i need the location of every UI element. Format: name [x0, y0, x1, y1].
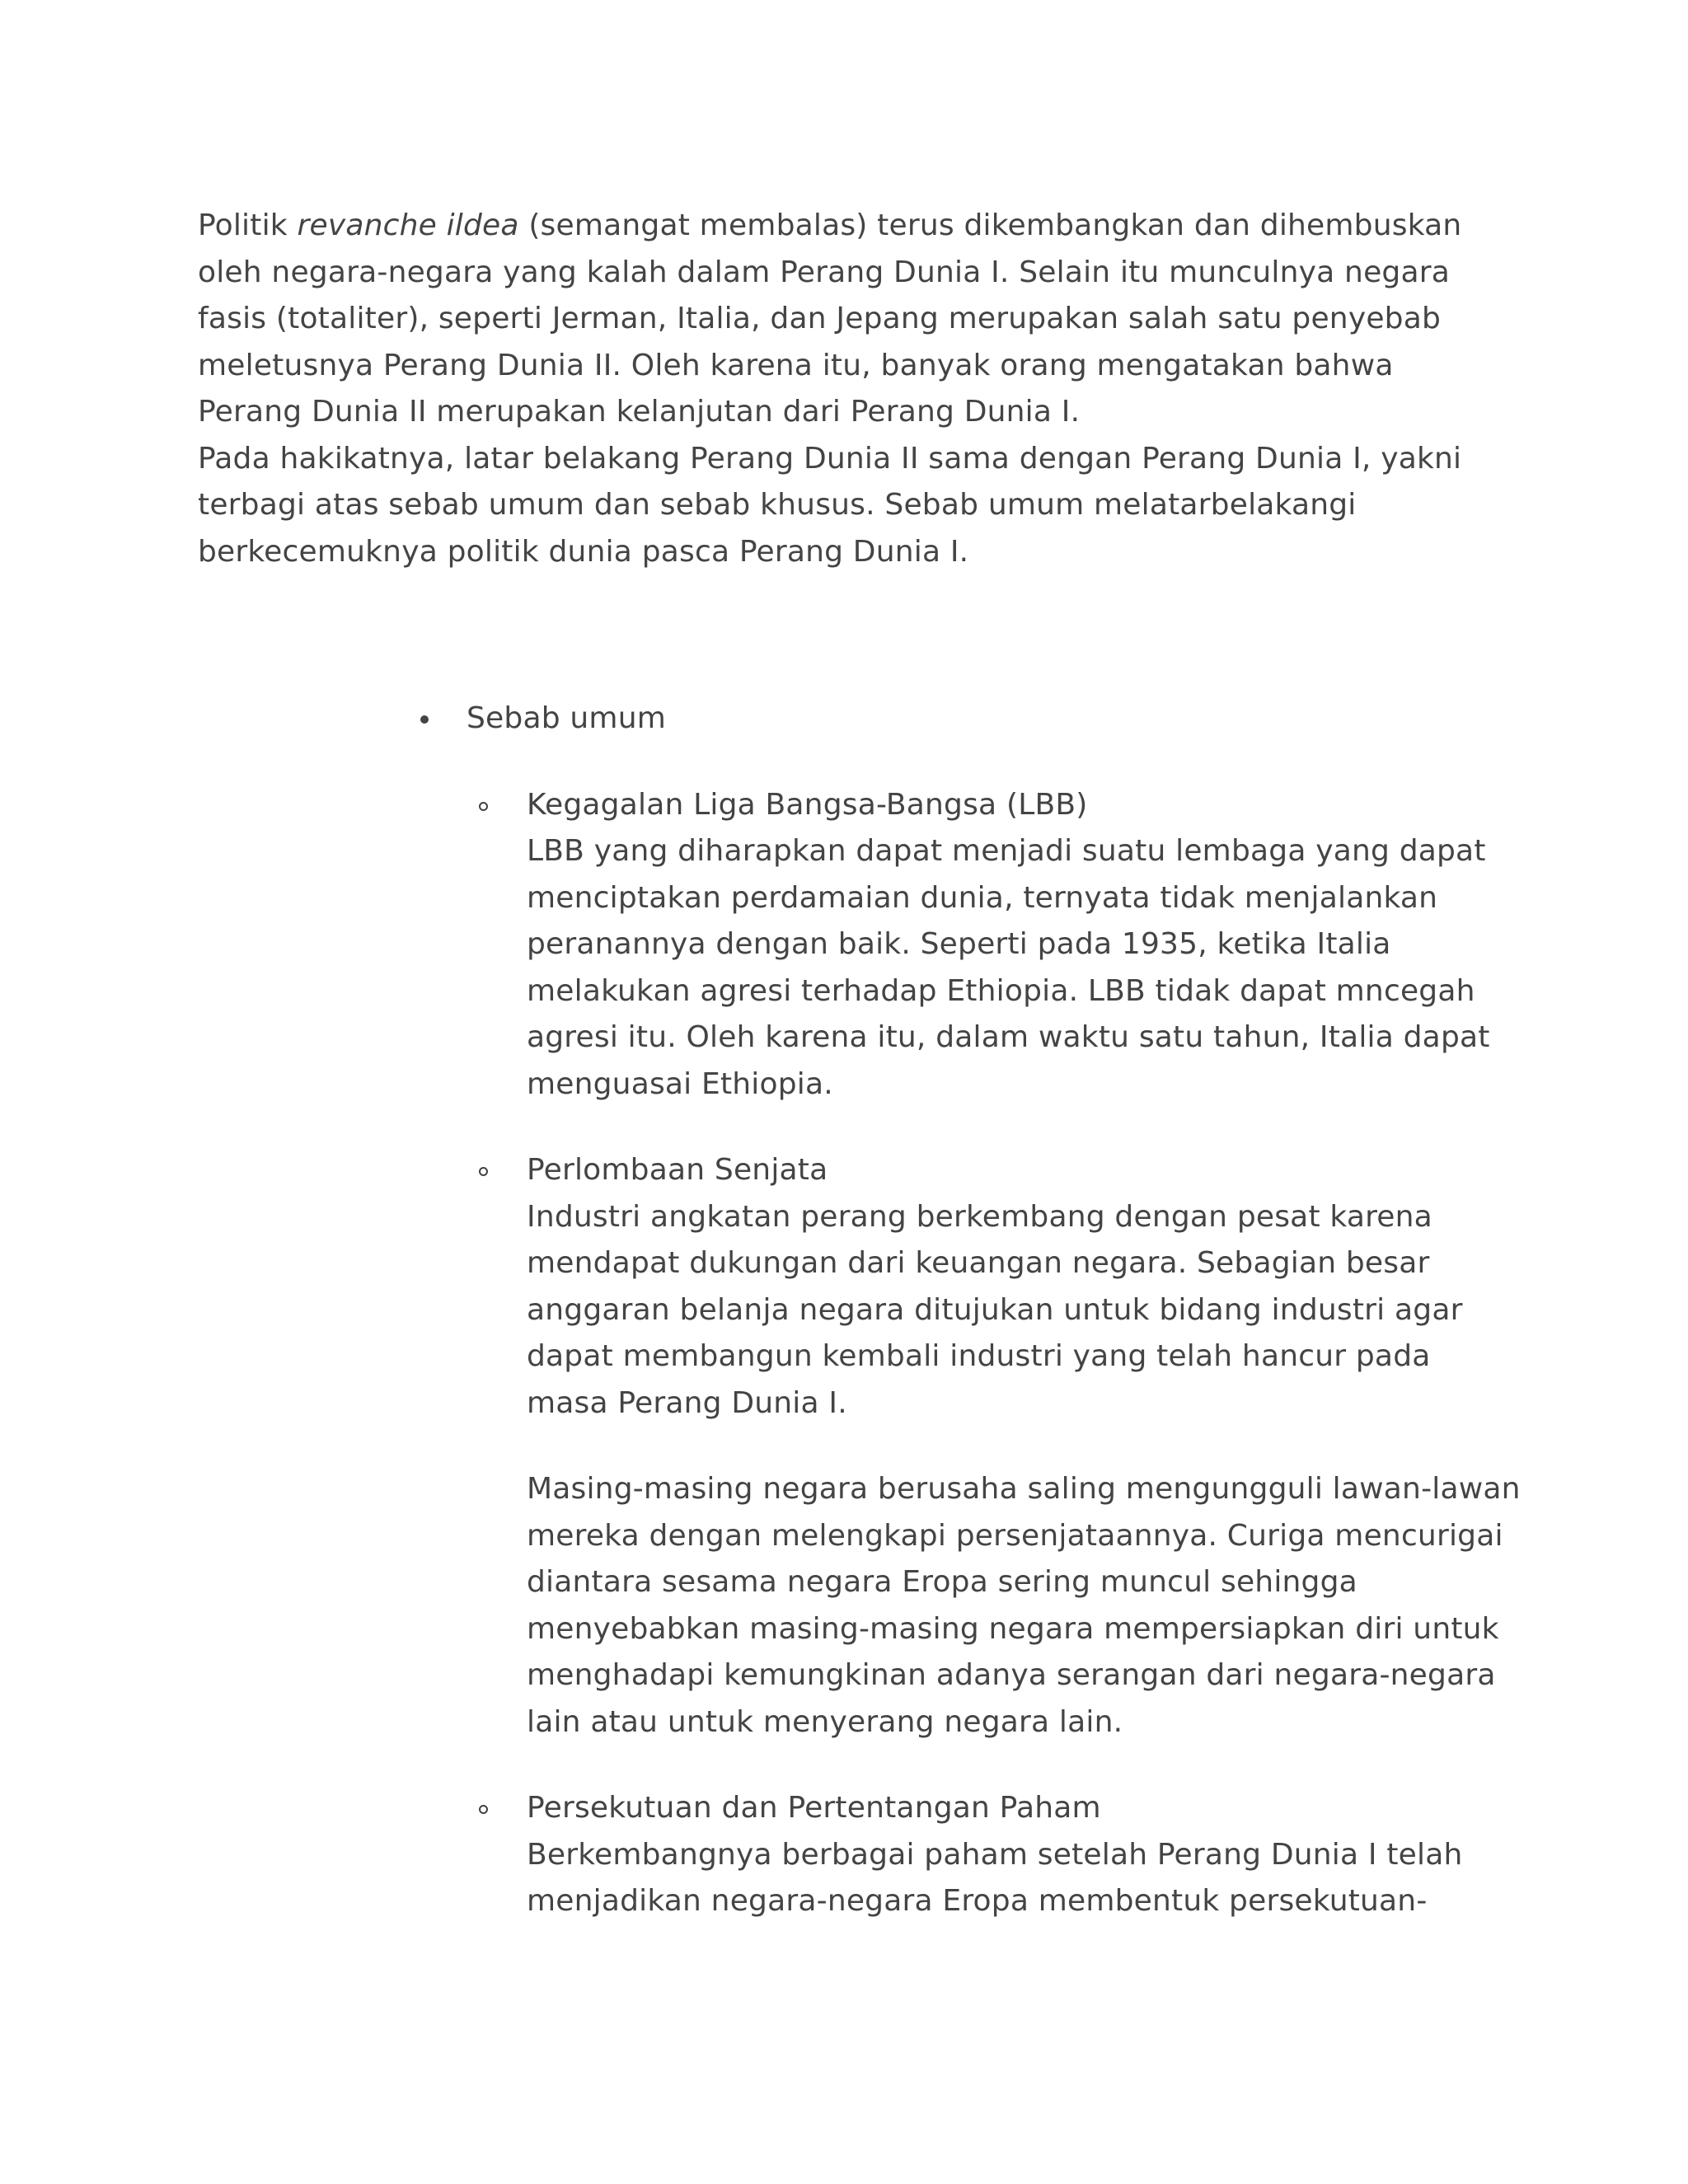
intro-p1-lead: Politik [198, 209, 298, 242]
bullet-item-sebab-umum [420, 696, 1521, 1925]
sub-item-title: Persekutuan dan Pertentangan Paham [527, 1791, 1101, 1825]
sub-item-paragraph: Berkembangnya berbagai paham setelah Perang Dunia I telah menjadikan negara-negara Eropa membentuk persekutuan- [527, 1837, 1463, 1918]
bullet-dot-icon [420, 715, 429, 724]
sub-item-title: Kegagalan Liga Bangsa-Bangsa (LBB) [527, 787, 1088, 822]
bullet-label: Sebab umum [467, 701, 666, 735]
hollow-circle-bullet-icon [479, 1167, 488, 1176]
intro-italic-term: revanche ildea [297, 209, 519, 242]
hollow-circle-bullet-icon [479, 1805, 488, 1814]
hollow-circle-bullet-icon [479, 802, 488, 811]
intro-section [198, 203, 1492, 575]
sub-item-paragraph: Industri angkatan perang berkembang dengan pesat karena mendapat dukungan dari keuangan negara. Sebagian besar anggaran belanja negara ditujukan untuk bidang industri agar dapat membangun kembali industri yang telah hancur pada masa Perang Dunia I. [527, 1199, 1463, 1420]
intro-paragraph-1 [198, 203, 1492, 436]
sub-list [479, 782, 1521, 1925]
sub-item-title: Perlombaan Senjata [527, 1153, 828, 1187]
intro-p1-rest: (semangat membalas) terus dikembangkan dan dihembuskan oleh negara-negara yang kalah dalam Perang Dunia I. Selain itu munculnya negara fasis (totaliter), seperti Jerman, Italia, dan Jepang merupakan salah satu penyebab meletusnya Perang Dunia II. Oleh karena itu, banyak orang mengatakan bahwa Perang Dunia II merupakan kelanjutan dari Perang Dunia I. [198, 209, 1462, 429]
intro-paragraph-2: Pada hakikatnya, latar belakang Perang Dunia II sama dengan Perang Dunia I, yakni terbagi atas sebab umum dan sebab khusus. Sebab umum melatarbelakangi berkecemuknya politik dunia pasca Perang Dunia I. [198, 441, 1462, 569]
cause-list [420, 696, 1521, 1965]
sub-item-lbb [479, 782, 1521, 1108]
sub-item-perlombaan-senjata [479, 1147, 1521, 1746]
sub-item-paragraph: LBB yang diharapkan dapat menjadi suatu lembaga yang dapat menciptakan perdamaian dunia, ternyata tidak menjalankan peranannya dengan baik. Seperti pada 1935, ketika Italia melakukan agresi terhadap Ethiopia. LBB tidak dapat mncegah agresi itu. Oleh karena itu, dalam waktu satu tahun, Italia dapat menguasai Ethiopia. [527, 834, 1490, 1101]
sub-item-persekutuan [479, 1785, 1521, 1925]
sub-item-paragraph: Masing-masing negara berusaha saling mengungguli lawan-lawan mereka dengan melengkapi persenjataannya. Curiga mencurigai diantara sesama negara Eropa sering muncul sehingga menyebabkan masing-masing negara mempersiapkan diri untuk menghadapi kemungkinan adanya serangan dari negara-negara lain atau untuk menyerang negara lain. [527, 1472, 1521, 1739]
